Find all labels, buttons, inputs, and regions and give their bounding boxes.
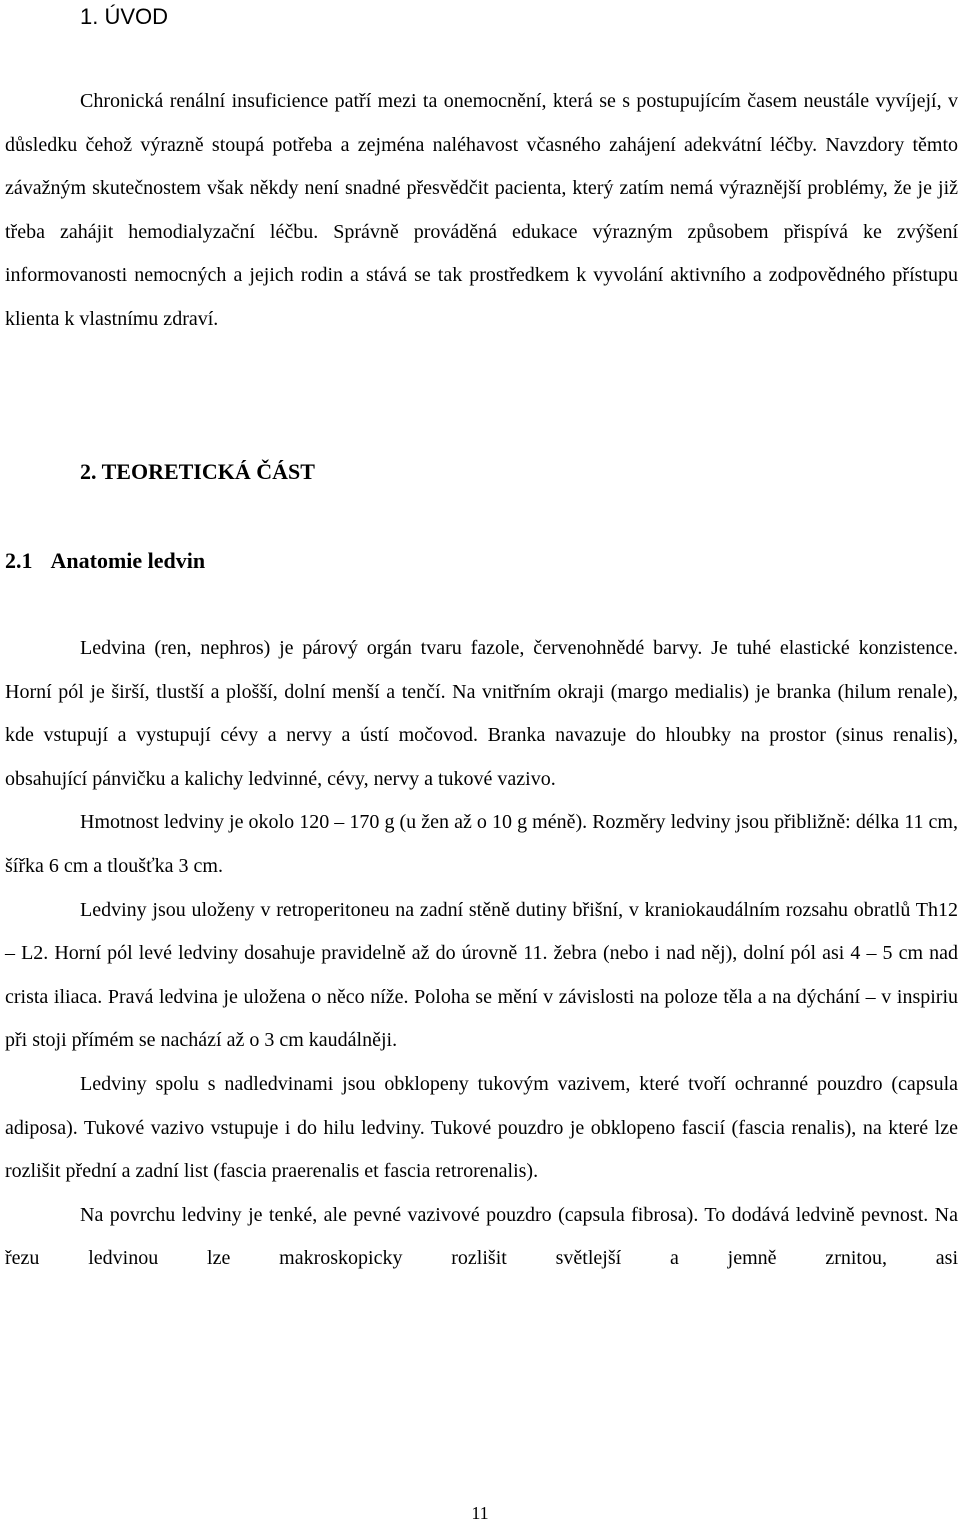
- paragraph-kidney-description: Ledvina (ren, nephros) je párový orgán tvaru fazole, červenohnědé barvy. Je tuhé elastické konzistence. Horní pól je širší, tlustší a plošší, dolní menší a tenčí. Na vnitřním okraji (margo medialis) je branka (hilum renale), kde vstupují a vystupují cévy a nervy a ústí močovod. Branka navazuje do hloubky na prostor (sinus renalis), obsahující pánvičku a kalichy ledvinné, cévy, nervy a tukové vazivo.: [5, 637, 958, 790]
- page-number: 11: [471, 1503, 489, 1523]
- heading-intro: 1. ÚVOD: [80, 4, 169, 29]
- paragraph-kidney-weight: Hmotnost ledviny je okolo 120 – 170 g (u žen až o 10 g méně). Rozměry ledviny jsou přibližně: délka 11 cm, šířka 6 cm a tloušťka 3 cm.: [5, 811, 958, 877]
- heading-theory: 2. TEORETICKÁ ČÁST: [80, 459, 315, 484]
- heading-anatomy: [5, 548, 205, 574]
- heading-anatomy-title: Anatomie ledvin: [50, 548, 206, 573]
- anatomy-section: [5, 627, 958, 1281]
- heading-anatomy-number: 2.1: [5, 548, 33, 573]
- paragraph-intro: Chronická renální insuficience patří mezi ta onemocnění, která se s postupujícím časem neustále vyvíjejí, v důsledku čehož výrazně stoupá potřeba a zejména naléhavost včasného zahájení adekvátní léčby. Navzdory těmto závažným skutečnostem však někdy není snadné přesvědčit pacienta, který zatím nemá výraznější problémy, že je již třeba zahájit hemodialyzační léčbu. Správně prováděná edukace výrazným způsobem přispívá ke zvýšení informovanosti nemocných a jejich rodin a stává se tak prostředkem k vyvolání aktivního a zodpovědného přístupu klienta k vlastnímu zdraví.: [5, 90, 958, 330]
- intro-section: [5, 80, 958, 342]
- paragraph-kidney-capsule: Ledviny spolu s nadledvinami jsou obklopeny tukovým vazivem, které tvoří ochranné pouzdro (capsula adiposa). Tukové vazivo vstupuje i do hilu ledviny. Tukové pouzdro je obklopeno fascií (fascia renalis), na které lze rozlišit přední a zadní list (fascia praerenalis et fascia retrorenalis).: [5, 1072, 958, 1183]
- paragraph-kidney-position: Ledviny jsou uloženy v retroperitoneu na zadní stěně dutiny břišní, v kraniokaudálním rozsahu obratlů Th12 – L2. Horní pól levé ledviny dosahuje pravidelně až do úrovně 11. žebra (nebo i nad něj), dolní pól asi 4 – 5 cm nad crista iliaca. Pravá ledvina je uložena o něco níže. Poloha se mění v závislosti na poloze těla a na dýchání – v inspiriu při stoji přímém se nachází až o 3 cm kaudálněji.: [5, 898, 958, 1052]
- paragraph-kidney-surface: Na povrchu ledviny je tenké, ale pevné vazivové pouzdro (capsula fibrosa). To dodává ledvině pevnost. Na řezu ledvinou lze makroskopicky rozlišit světlejší a jemně zrnitou, asi: [5, 1203, 958, 1270]
